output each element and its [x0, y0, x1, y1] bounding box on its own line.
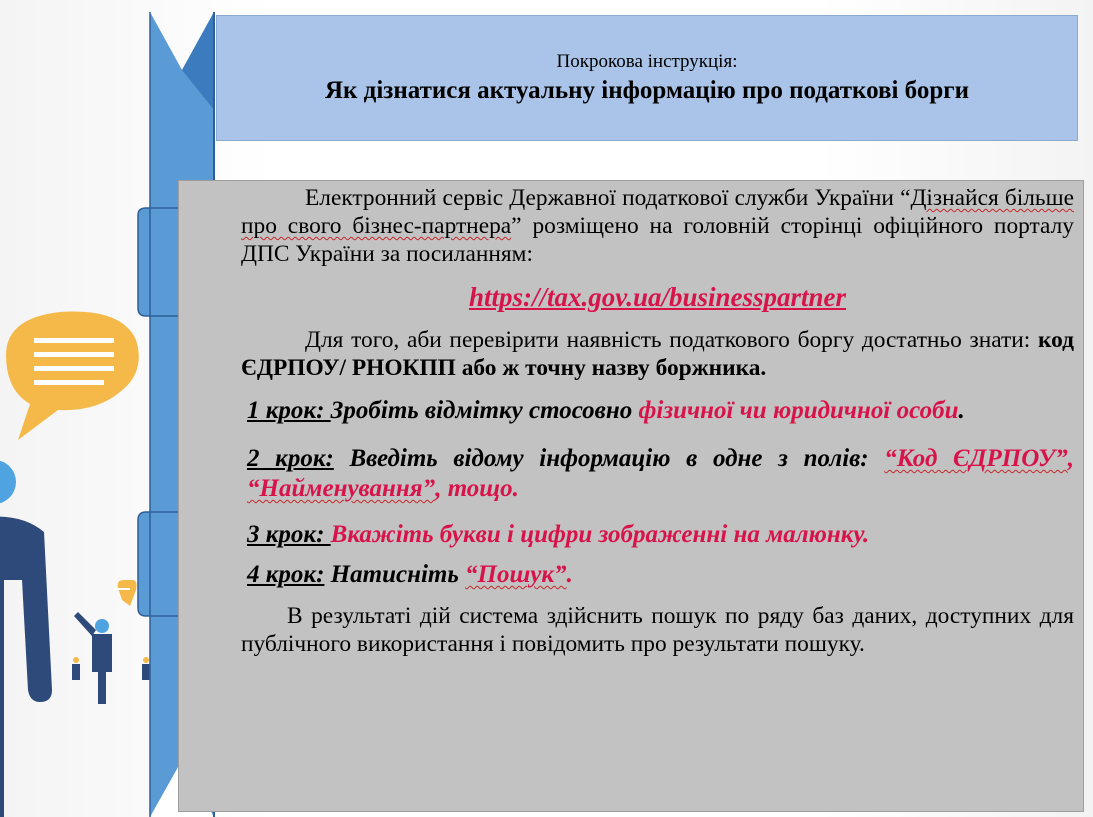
content-panel: [178, 180, 1084, 812]
step-4: [241, 560, 1074, 590]
step-1: [241, 396, 1074, 426]
step-2-tail: , тощо.: [435, 475, 519, 502]
step-2: [241, 444, 1074, 504]
intro-paragraph: [241, 184, 1074, 268]
step-1-text: Зробіть відмітку стосовно: [330, 397, 639, 424]
header-title: Як дізнатися актуальну інформацію про податкові борги: [324, 77, 970, 104]
step-2-label: 2 крок:: [247, 445, 334, 472]
portal-link-line: [241, 282, 1074, 312]
step-1-tail: .: [958, 397, 965, 424]
check-requirements: код ЄДРПОУ/ РНОКПП або ж точну назву боржника.: [241, 327, 1074, 381]
step-3-highlight: Вкажіть букви і цифри зображенні на малюнку.: [330, 521, 870, 548]
check-text: Для того, аби перевірити наявність податкового боргу достатньо знати:: [305, 327, 1038, 353]
step-2-field-code: “Код ЄДРПОУ”: [884, 445, 1068, 472]
step-4-text: Натисніть: [324, 561, 466, 588]
step-3: [241, 520, 1074, 550]
step-2-field-name: “Найменування”: [247, 475, 436, 502]
header-subtitle: Покрокова інструкція:: [556, 51, 738, 72]
content-text: [241, 181, 1074, 658]
step-2-text: Введіть відому інформацію в одне з полів:: [333, 445, 885, 472]
step-4-label: 4 крок:: [247, 561, 325, 588]
person-illustration: [0, 460, 52, 817]
step-1-label: 1 крок:: [247, 397, 331, 424]
service-name: Дізнайся більше про свого бізнес-партнера: [241, 185, 1074, 239]
intro-line2: розміщено на головній сторінці офіційного порталу ДПС України за посиланням:: [241, 213, 1074, 267]
check-paragraph: [241, 326, 1074, 382]
result-paragraph: В результаті дій система здійснить пошук по ряду баз даних, доступних для публічного використання і повідомить про результати пошуку.: [241, 603, 1074, 657]
step-2-sep: ,: [1067, 445, 1074, 472]
slide-header: [216, 15, 1078, 141]
portal-link[interactable]: https://tax.gov.ua/businesspartner: [468, 282, 847, 312]
step-1-highlight: фізичної чи юридичної особи: [638, 397, 959, 424]
step-4-search-button-name: “Пошук”: [465, 561, 567, 588]
quote-close: ”: [511, 213, 522, 239]
speech-bubble-icon: [6, 312, 139, 440]
step-4-tail: .: [566, 561, 573, 588]
intro-line1: Електронний сервіс Державної податкової служби України: [305, 185, 894, 211]
quote-open: “: [900, 185, 911, 211]
step-3-label: 3 крок:: [247, 521, 331, 548]
